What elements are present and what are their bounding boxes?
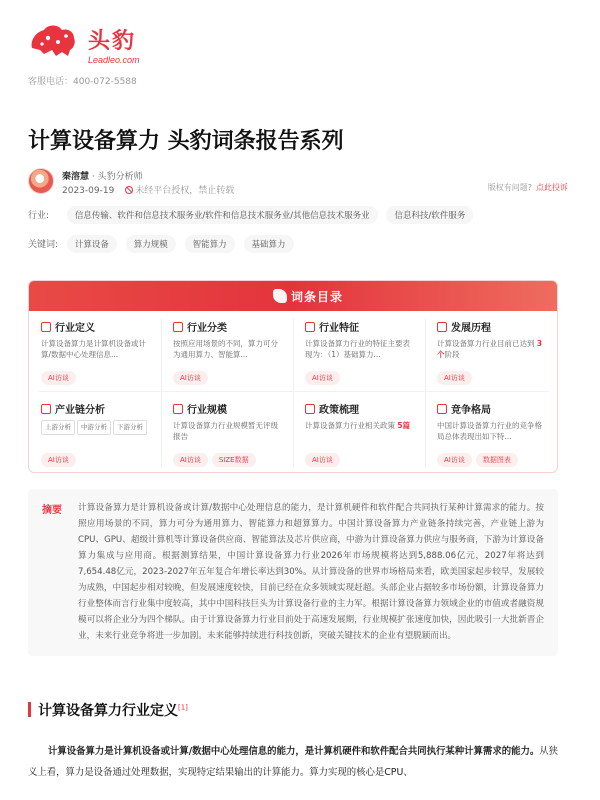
toc-item-history[interactable] [425,311,557,391]
policy-icon [305,404,315,414]
toc-item-classification[interactable] [161,311,293,391]
copyright-question: 版权有问题? [487,183,532,192]
industry-label: 行业: [28,211,50,221]
toc-item-title: 竞争格局 [451,405,491,416]
toc-item-desc [437,338,547,360]
grid-icon [305,322,315,332]
toc-item-features[interactable] [293,311,425,391]
toc-item-subtags [41,420,151,442]
toc-item-title: 行业规模 [187,405,227,416]
complaint-link[interactable]: 点此投诉 [536,183,568,192]
toc-item-desc: 计算设备算力行业的特征主要表现为：（1）基础算力... [305,339,410,359]
downstream-tag[interactable]: 下游分析 [113,420,147,435]
section-body-bold: 计算设备算力是计算机设备或计算/数据中心处理信息的能力，是计算机硬件和软件配合共同执行某种计算需求的能力。 [48,746,540,757]
toc-item-desc: 计算设备算力行业规模暂无评级报告 [173,421,278,441]
toc-item-policy[interactable] [293,393,425,473]
logo-text[interactable]: 头豹 [88,29,137,54]
keyword-tag[interactable]: 基础算力 [244,235,294,253]
search-doc-icon [41,322,51,332]
author-name[interactable]: 秦溶慧 [62,172,90,182]
toc-item-title: 政策梳理 [319,405,359,416]
toc-header [29,281,557,311]
toc-item-definition[interactable] [29,311,161,391]
industry-row [28,206,479,224]
toc-item-desc-text: 计算设备算力行业相关政策 [305,421,398,430]
section-title [28,700,188,720]
toc-item-desc: 按照应用场景的不同，算力可分为通用算力、智能算... [173,339,278,359]
copyright-report [488,182,568,193]
table-of-contents [28,280,558,473]
abstract-box [28,489,558,656]
toc-item-title: 发展历程 [451,323,491,334]
stage-count: 3个 [437,339,543,359]
author-role: · 头豹分析师 [91,172,143,182]
toc-item-title: 行业特征 [319,323,359,334]
toc-item-market-size[interactable] [161,393,293,473]
toc-item-industry-chain[interactable] [29,393,161,473]
toc-grid [29,311,558,473]
abstract-text: 计算设备算力是计算机设备或计算/数据中心处理信息的能力，是计算机硬件和软件配合共同执行某种计算需求的能力。按照应用场景的不同，算力可分为通用算力、智能算力和超算算力。中国计算设备算力产业链条持续完善，产业链上游为CPU、GPU、超级计算机等计算设备供应商、智能算法及芯片供应商，中游为计算设备算力供应与服务商，下游为计算设备算力集成与应用商。根据测算结果，中国计算设备算力行业2026年市场规模将达到5,888.06亿元，2027年将达到7,654.48亿元，2023-2027年五年复合年增长率达到30%。从计算设备的世界市场格局来看，欧美国家起步较早，发展较为成熟，中国起步相对较晚，但发展速度较快，目前已经在众多领域实现赶超。头部企业占据较多市场份额，计算设备算力行业整体而言行业集中度较高，其中中国科技巨头为计算设备行业的主力军。根据计算设备算力领域企业的市值或者融资规模可以将企业分为四个梯队。由于计算设备算力行业目前处于高速发展期，行业规模扩张速度加快，因此吸引一大批新晋企业，未来行业竞争将进一步加剧。未来能够持续进行科技创新，突破关键技术的企业有望脱颖而出。 [78,503,544,641]
data-chart-badge[interactable]: 数据图表 [476,453,518,467]
section-title-text: 计算设备算力行业定义 [38,703,178,719]
ai-interview-badge[interactable]: AI访谈 [41,453,76,467]
author-info [62,169,143,182]
copyright-notice-text: 未经平台授权，禁止转载 [135,186,235,196]
toc-item-title: 产业链分析 [55,405,105,416]
ban-icon [125,186,133,194]
ai-interview-badge[interactable]: AI访谈 [437,371,472,385]
bar-chart-icon [173,404,183,414]
keywords-label: 关键词: [28,240,59,250]
section-body [28,741,558,783]
publish-date: 2023-09-19 [62,186,115,196]
toc-item-desc: 中国计算设备算力行业的竞争格局总体表现出如下特... [437,421,542,441]
toc-item-title: 行业定义 [55,323,95,334]
keywords-row [28,235,300,253]
toc-item-desc-text: 阶段 [444,350,460,359]
avatar[interactable] [28,168,54,194]
toc-item-desc-text: 计算设备算力行业目前已达到 [437,339,537,348]
midstream-tag[interactable]: 中游分析 [77,420,111,435]
section-body-text: 从狭义上看，算力是设备通过处理数据，实现特定结果输出的计算能力。算力实现的核心是CPU、 [28,746,558,778]
toc-item-desc [305,420,415,442]
upstream-tag[interactable]: 上游分析 [41,420,75,435]
pie-icon [437,404,447,414]
toc-item-title: 行业分类 [187,323,227,334]
logo-domain: Leadleo.com [88,55,140,65]
history-icon [437,322,447,332]
keyword-tag[interactable]: 计算设备 [67,235,117,253]
chain-icon [41,404,51,414]
ai-interview-badge[interactable]: AI访谈 [305,371,340,385]
leopard-icon [273,289,287,303]
tree-icon [173,322,183,332]
ai-interview-badge[interactable]: AI访谈 [41,371,76,385]
ai-interview-badge[interactable]: AI访谈 [173,453,208,467]
abstract-label: 摘要 [42,505,62,516]
industry-tag[interactable]: 信息科技/软件服务 [386,206,473,224]
keyword-tag[interactable]: 智能算力 [185,235,235,253]
divider [39,391,549,392]
ai-interview-badge[interactable]: AI访谈 [437,453,472,467]
ai-interview-badge[interactable]: AI访谈 [305,453,340,467]
footnote-ref[interactable]: [1] [178,703,188,712]
author-row [28,168,568,198]
copyright-notice [125,186,234,196]
industry-tag[interactable]: 信息传输、软件和信息技术服务业/软件和信息技术服务业/其他信息技术服务业 [67,206,378,224]
policy-count: 5篇 [397,421,411,430]
leopard-logo-icon[interactable] [28,22,78,62]
service-phone: 客服电话：400-072-5588 [28,77,137,87]
size-data-badge[interactable]: SIZE数据 [212,453,256,467]
publish-info [62,183,234,196]
ai-interview-badge[interactable]: AI访谈 [173,371,208,385]
toc-title: 词条目录 [291,290,344,304]
toc-item-desc: 计算设备算力是计算机设备或计算/数据中心处理信息... [41,339,146,359]
toc-item-competition[interactable] [425,393,557,473]
keyword-tag[interactable]: 算力规模 [126,235,176,253]
page-title: 计算设备算力 头豹词条报告系列 [28,129,344,154]
